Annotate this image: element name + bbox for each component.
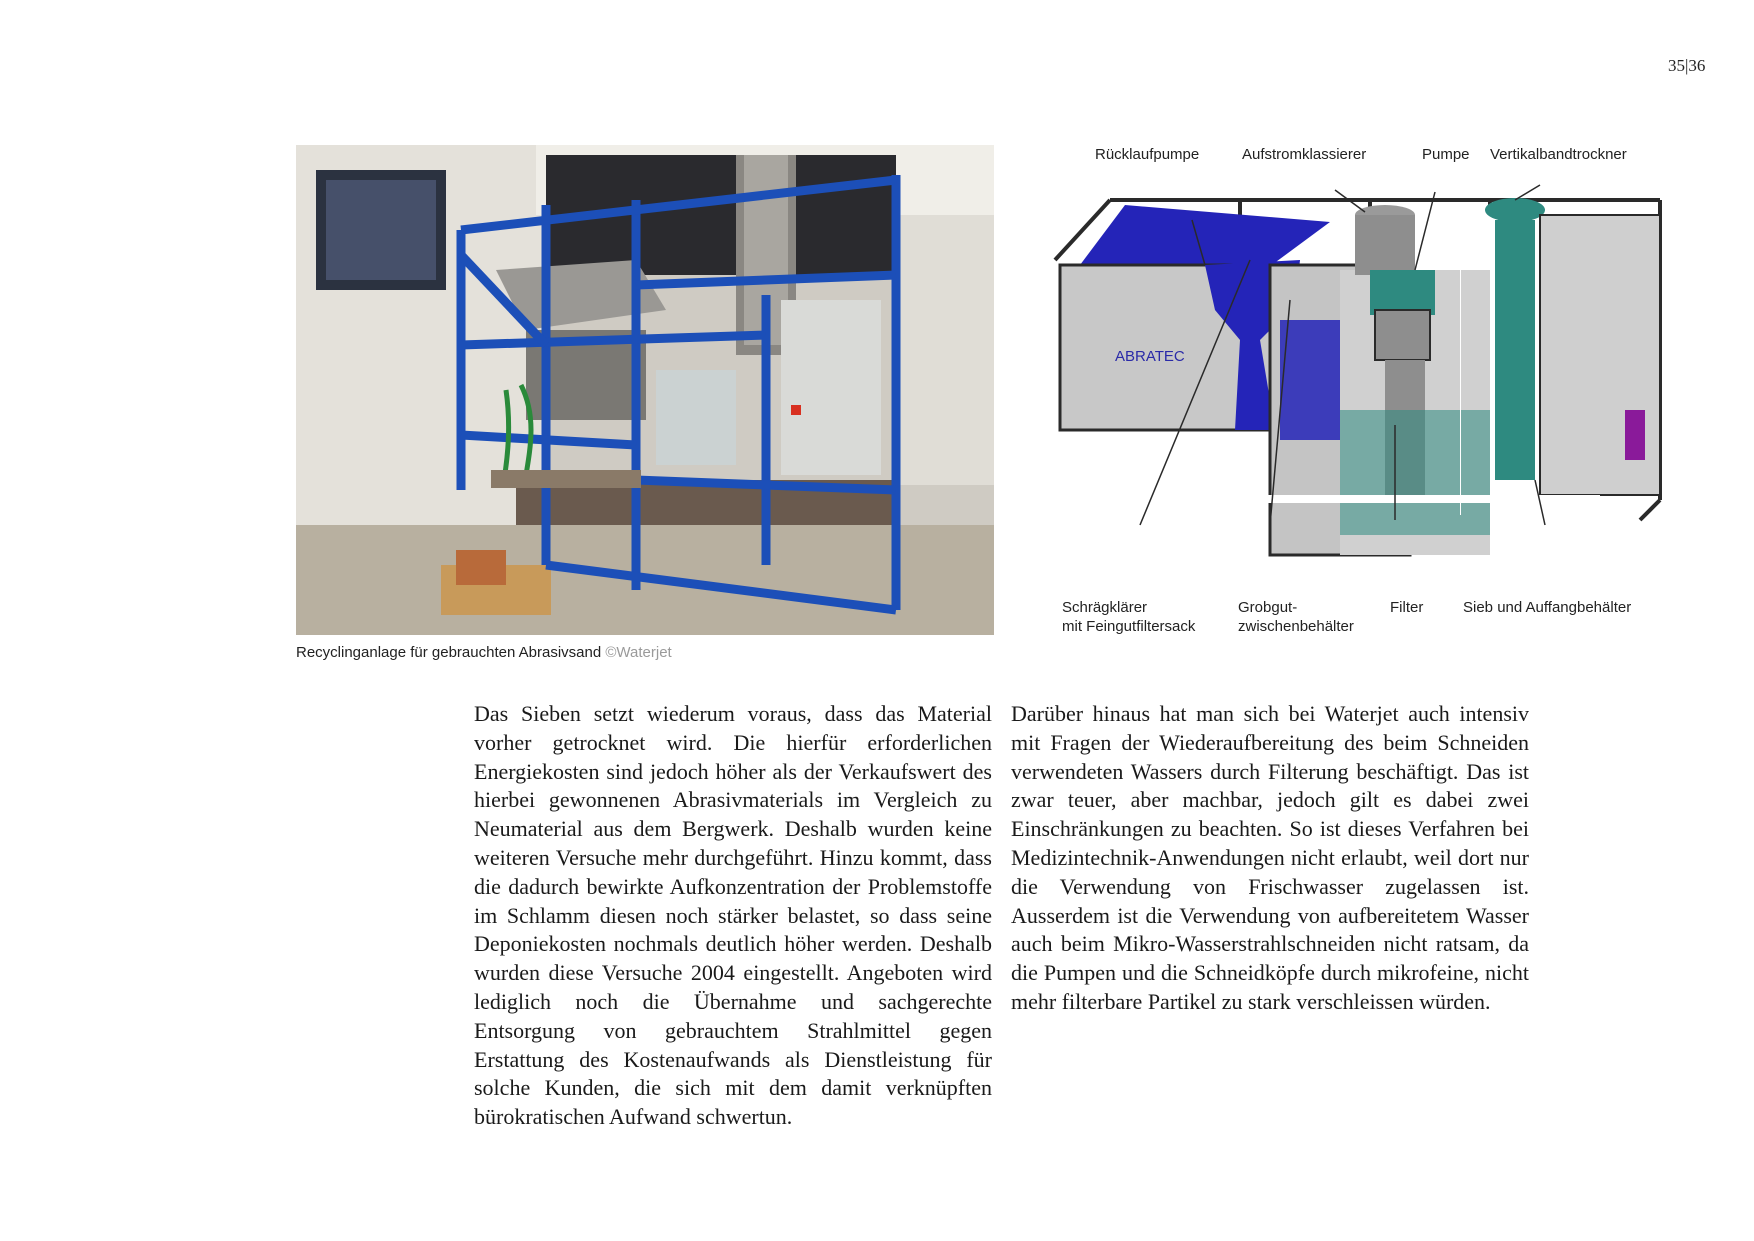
abratec-label: ABRATEC bbox=[1115, 348, 1185, 365]
label-schraegklaerer-line1: Schrägklärer bbox=[1062, 599, 1148, 616]
label-aufstromklassierer: Aufstromklassierer bbox=[1242, 146, 1367, 163]
text-column-left bbox=[474, 700, 992, 1132]
paragraph-right: Darüber hinaus hat man sich bei Waterjet auch intensiv mit Fragen der Wiederaufbereitung des beim Schneiden verwendeten Wassers durch Filterung beschäftigt. Das ist zwar teuer, aber machbar, jedoch gilt es dabei zwei Einschränkungen zu beachten. So ist dieses Verfahren bei Medizintechnik-Anwendungen nicht erlaubt, weil dort nur die Verwendung von Frischwasser zugelassen ist. Ausserdem ist die Verwendung von aufbereitetem Wasser auch beim Mikro-Wasserstrahlschneiden nicht ratsam, da die Pumpen und die Schneidköpfe durch mikrofeine, nicht mehr filterbare Partikel zu stark verschleissen würden. bbox=[1011, 701, 1529, 1014]
label-grobgut bbox=[1238, 598, 1354, 636]
label-schraegklaerer bbox=[1062, 598, 1195, 636]
photo-caption bbox=[296, 644, 672, 661]
label-vertikalbandtrockner: Vertikalbandtrockner bbox=[1490, 146, 1627, 163]
label-pumpe: Pumpe bbox=[1422, 146, 1470, 163]
plant-diagram bbox=[1040, 140, 1710, 640]
recycling-plant-photo bbox=[296, 145, 994, 635]
paragraph-left: Das Sieben setzt wiederum voraus, dass das Material vorher getrocknet wird. Die hierfür erforderlichen Energiekosten sind jedoch höher als der Verkaufswert des hierbei gewonnenen Abrasivmaterials im Vergleich zu Neumaterial aus dem Bergwerk. Deshalb wurden keine weiteren Versuche mehr durchgeführt. Hinzu kommt, dass die dadurch bewirkte Aufkonzentration der Problemstoffe im Schlamm diesen noch stärker belastet, so dass seine Deponiekosten nochmals deutlich höher werden. Deshalb wurden diese Versuche 2004 eingestellt. Angeboten wird lediglich noch die Übernahme und sachgerechte Entsorgung von gebrauchtem Strahlmittel gegen Erstattung des Kostenaufwands als Dienstleistung für solche Kunden, die sich mit dem damit verknüpften bürokratischen Aufwand schwertun. bbox=[474, 701, 992, 1130]
text-column-right bbox=[1011, 700, 1529, 1017]
label-filter: Filter bbox=[1390, 599, 1424, 616]
photo-credit: ©Waterjet bbox=[605, 644, 672, 661]
label-grobgut-line2: zwischenbehälter bbox=[1238, 618, 1354, 635]
page-number: 35|36 bbox=[1668, 56, 1706, 75]
caption-text: Recyclinganlage für gebrauchten Abrasivsand bbox=[296, 644, 602, 661]
label-sieb-auffangbehaelter: Sieb und Auffangbehälter bbox=[1463, 599, 1632, 616]
label-ruecklaufpumpe: Rücklaufpumpe bbox=[1095, 146, 1200, 163]
label-grobgut-line1: Grobgut- bbox=[1238, 599, 1298, 616]
label-schraegklaerer-line2: mit Feingutfiltersack bbox=[1062, 618, 1196, 635]
